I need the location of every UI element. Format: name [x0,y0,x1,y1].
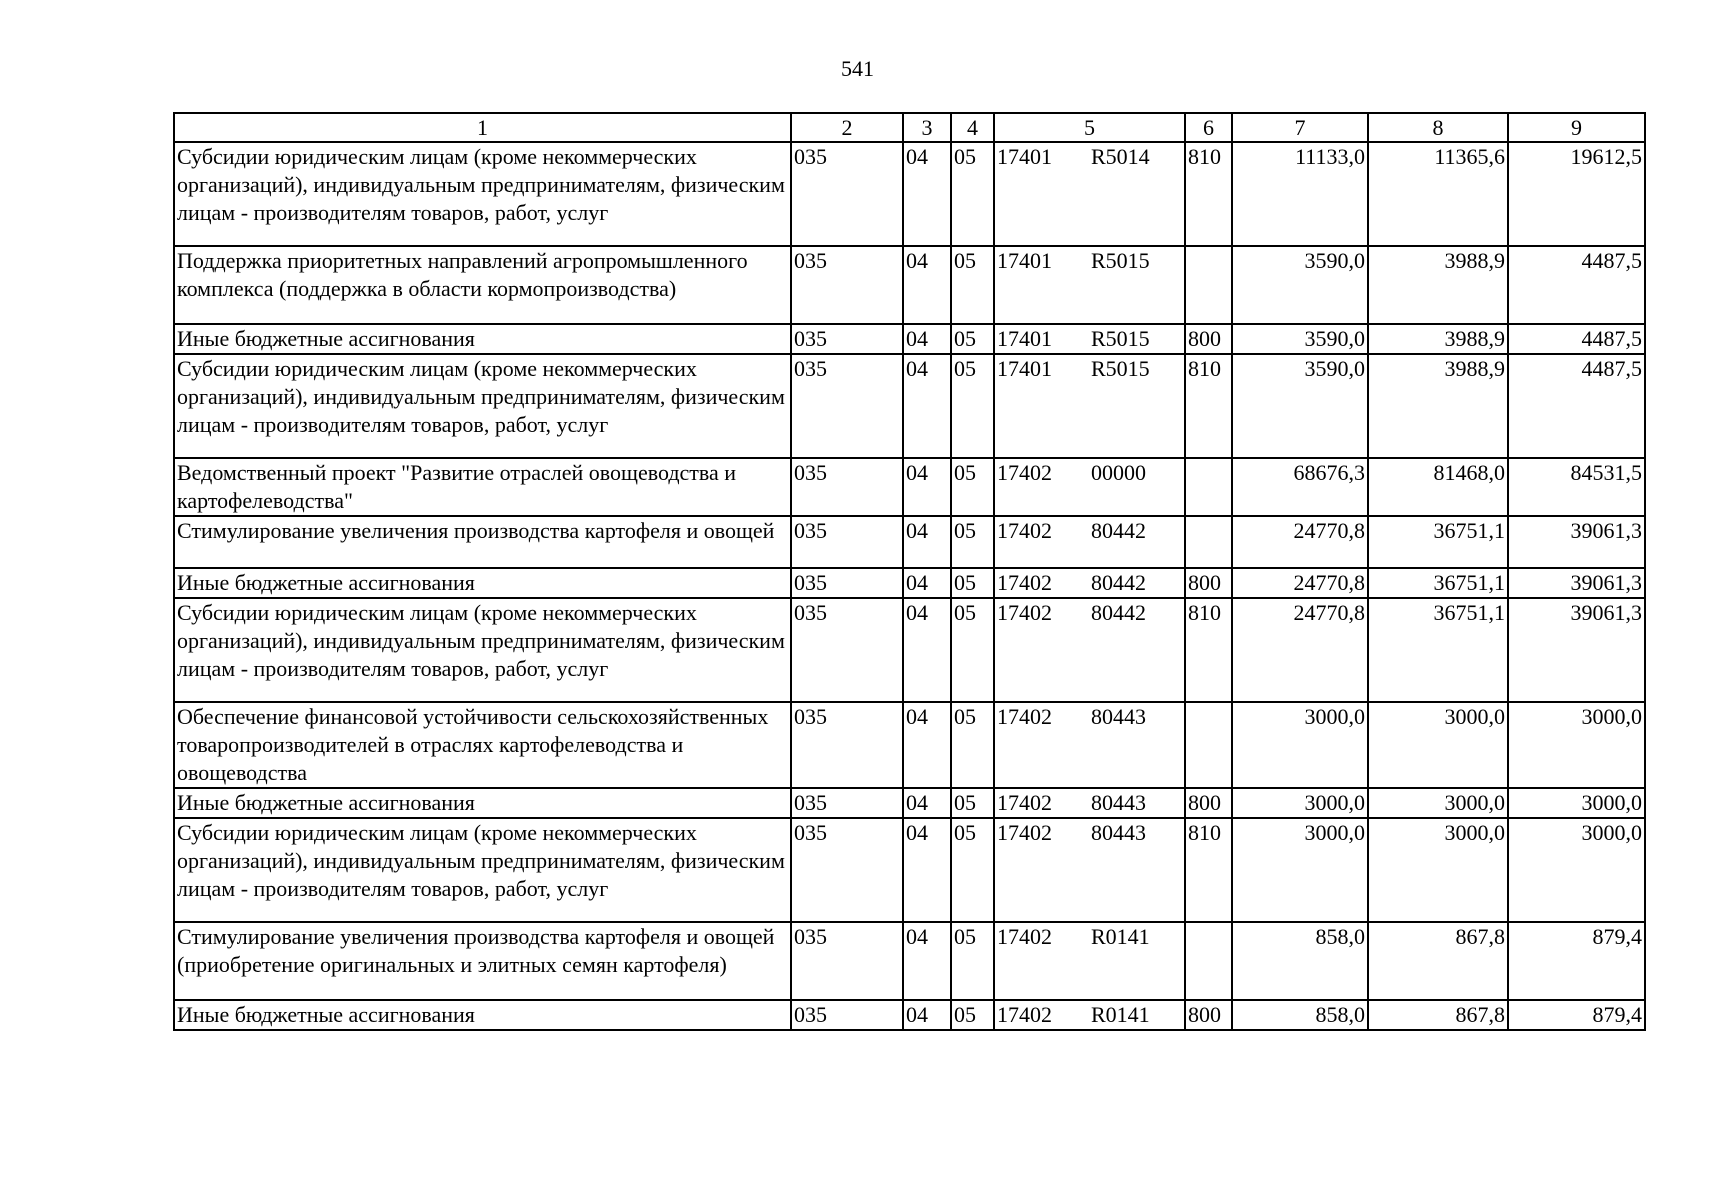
row-section-cell: 04 [903,246,951,324]
row-subsection-cell: 05 [951,598,994,702]
target-article-program-code: 17402 [997,790,1052,815]
target-article-direction-code: R0141 [1091,1002,1150,1027]
header-col-8: 8 [1368,113,1508,142]
row-admin-code-cell: 035 [791,788,903,818]
row-subsection-cell: 05 [951,246,994,324]
target-article-direction-code: R5014 [1091,144,1150,169]
header-col-2: 2 [791,113,903,142]
row-expense-type-cell: 800 [1185,1000,1232,1030]
row-name-cell: Субсидии юридическим лицам (кроме некоммерческих организаций), индивидуальным предпринимателям, физическим лицам - производителям товаров, работ, услуг [174,598,791,702]
target-article-program-code: 17401 [997,248,1052,273]
row-amount-col9-cell: 39061,3 [1508,516,1645,568]
row-admin-code-cell: 035 [791,818,903,922]
header-col-4: 4 [951,113,994,142]
row-subsection-cell: 05 [951,1000,994,1030]
row-amount-col7-cell: 11133,0 [1232,142,1368,246]
table-row [174,246,1645,324]
row-amount-col8-cell: 36751,1 [1368,568,1508,598]
row-admin-code-cell: 035 [791,922,903,1000]
row-amount-col7-cell: 3590,0 [1232,324,1368,354]
row-admin-code-cell: 035 [791,354,903,458]
row-target-article-cell [994,142,1185,246]
row-amount-col9-cell: 4487,5 [1508,246,1645,324]
row-amount-col8-cell: 3988,9 [1368,324,1508,354]
row-amount-col8-cell: 3000,0 [1368,702,1508,788]
table-row [174,516,1645,568]
target-article-direction-code: 80442 [1091,600,1146,625]
row-amount-col7-cell: 858,0 [1232,1000,1368,1030]
row-expense-type-cell [1185,516,1232,568]
target-article-direction-code: 80443 [1091,820,1146,845]
row-amount-col9-cell: 3000,0 [1508,702,1645,788]
target-article-program-code: 17402 [997,570,1052,595]
header-col-9: 9 [1508,113,1645,142]
table-row [174,568,1645,598]
row-name-cell: Стимулирование увеличения производства картофеля и овощей [174,516,791,568]
table-row [174,702,1645,788]
row-target-article-cell [994,1000,1185,1030]
row-amount-col9-cell: 879,4 [1508,1000,1645,1030]
target-article-direction-code: R5015 [1091,356,1150,381]
row-admin-code-cell: 035 [791,598,903,702]
header-col-5: 5 [994,113,1185,142]
target-article-program-code: 17401 [997,356,1052,381]
row-amount-col9-cell: 4487,5 [1508,324,1645,354]
target-article-program-code: 17402 [997,924,1052,949]
target-article-program-code: 17401 [997,326,1052,351]
target-article-program-code: 17402 [997,704,1052,729]
row-admin-code-cell: 035 [791,458,903,516]
row-section-cell: 04 [903,142,951,246]
row-admin-code-cell: 035 [791,142,903,246]
target-article-direction-code: R0141 [1091,924,1150,949]
row-expense-type-cell [1185,702,1232,788]
table-row [174,788,1645,818]
header-col-3: 3 [903,113,951,142]
table-row [174,354,1645,458]
row-section-cell: 04 [903,1000,951,1030]
row-amount-col7-cell: 3000,0 [1232,818,1368,922]
row-amount-col8-cell: 81468,0 [1368,458,1508,516]
table-row [174,458,1645,516]
target-article-direction-code: R5015 [1091,326,1150,351]
table-row [174,922,1645,1000]
row-amount-col9-cell: 39061,3 [1508,568,1645,598]
row-expense-type-cell: 810 [1185,818,1232,922]
target-article-direction-code: 80443 [1091,704,1146,729]
row-name-cell: Субсидии юридическим лицам (кроме некоммерческих организаций), индивидуальным предпринимателям, физическим лицам - производителям товаров, работ, услуг [174,142,791,246]
row-section-cell: 04 [903,702,951,788]
row-subsection-cell: 05 [951,324,994,354]
row-expense-type-cell: 800 [1185,568,1232,598]
row-amount-col9-cell: 879,4 [1508,922,1645,1000]
row-name-cell: Субсидии юридическим лицам (кроме некоммерческих организаций), индивидуальным предпринимателям, физическим лицам - производителям товаров, работ, услуг [174,818,791,922]
target-article-program-code: 17402 [997,600,1052,625]
row-target-article-cell [994,818,1185,922]
table-body [174,142,1645,1030]
row-subsection-cell: 05 [951,142,994,246]
row-section-cell: 04 [903,354,951,458]
row-amount-col9-cell: 4487,5 [1508,354,1645,458]
row-name-cell: Иные бюджетные ассигнования [174,324,791,354]
row-name-cell: Иные бюджетные ассигнования [174,568,791,598]
row-target-article-cell [994,324,1185,354]
table-row [174,324,1645,354]
table-row [174,818,1645,922]
table-row [174,598,1645,702]
table-row [174,1000,1645,1030]
row-section-cell: 04 [903,568,951,598]
row-subsection-cell: 05 [951,788,994,818]
target-article-direction-code: 80443 [1091,790,1146,815]
row-amount-col8-cell: 867,8 [1368,922,1508,1000]
row-amount-col7-cell: 3000,0 [1232,702,1368,788]
row-name-cell: Субсидии юридическим лицам (кроме некоммерческих организаций), индивидуальным предпринимателям, физическим лицам - производителям товаров, работ, услуг [174,354,791,458]
row-amount-col7-cell: 3000,0 [1232,788,1368,818]
row-name-cell: Поддержка приоритетных направлений агропромышленного комплекса (поддержка в области кормопроизводства) [174,246,791,324]
row-expense-type-cell: 800 [1185,788,1232,818]
row-subsection-cell: 05 [951,458,994,516]
row-section-cell: 04 [903,922,951,1000]
target-article-direction-code: R5015 [1091,248,1150,273]
row-amount-col7-cell: 24770,8 [1232,598,1368,702]
row-target-article-cell [994,598,1185,702]
row-section-cell: 04 [903,788,951,818]
target-article-program-code: 17402 [997,460,1052,485]
row-amount-col9-cell: 39061,3 [1508,598,1645,702]
row-target-article-cell [994,354,1185,458]
row-amount-col9-cell: 3000,0 [1508,818,1645,922]
row-admin-code-cell: 035 [791,324,903,354]
row-subsection-cell: 05 [951,702,994,788]
row-expense-type-cell: 810 [1185,598,1232,702]
row-expense-type-cell [1185,458,1232,516]
row-target-article-cell [994,458,1185,516]
row-amount-col9-cell: 84531,5 [1508,458,1645,516]
row-section-cell: 04 [903,598,951,702]
row-amount-col8-cell: 3000,0 [1368,818,1508,922]
row-target-article-cell [994,516,1185,568]
row-section-cell: 04 [903,324,951,354]
row-name-cell: Ведомственный проект "Развитие отраслей овощеводства и картофелеводства" [174,458,791,516]
row-name-cell: Иные бюджетные ассигнования [174,1000,791,1030]
target-article-program-code: 17402 [997,1002,1052,1027]
row-section-cell: 04 [903,458,951,516]
row-target-article-cell [994,568,1185,598]
row-amount-col8-cell: 36751,1 [1368,516,1508,568]
table-row [174,142,1645,246]
budget-table [173,112,1646,1031]
row-target-article-cell [994,246,1185,324]
target-article-direction-code: 00000 [1091,460,1146,485]
row-subsection-cell: 05 [951,516,994,568]
row-admin-code-cell: 035 [791,516,903,568]
row-amount-col9-cell: 19612,5 [1508,142,1645,246]
row-target-article-cell [994,922,1185,1000]
target-article-program-code: 17402 [997,820,1052,845]
target-article-program-code: 17402 [997,518,1052,543]
row-expense-type-cell: 810 [1185,142,1232,246]
row-section-cell: 04 [903,516,951,568]
row-amount-col8-cell: 3000,0 [1368,788,1508,818]
row-amount-col8-cell: 3988,9 [1368,354,1508,458]
row-expense-type-cell [1185,922,1232,1000]
row-target-article-cell [994,702,1185,788]
row-amount-col7-cell: 68676,3 [1232,458,1368,516]
row-amount-col8-cell: 867,8 [1368,1000,1508,1030]
row-section-cell: 04 [903,818,951,922]
row-name-cell: Иные бюджетные ассигнования [174,788,791,818]
row-expense-type-cell [1185,246,1232,324]
row-amount-col7-cell: 24770,8 [1232,516,1368,568]
row-amount-col8-cell: 36751,1 [1368,598,1508,702]
row-subsection-cell: 05 [951,818,994,922]
row-amount-col7-cell: 3590,0 [1232,354,1368,458]
row-subsection-cell: 05 [951,568,994,598]
row-amount-col8-cell: 3988,9 [1368,246,1508,324]
row-amount-col7-cell: 3590,0 [1232,246,1368,324]
row-amount-col9-cell: 3000,0 [1508,788,1645,818]
page-number: 541 [841,56,874,81]
row-amount-col7-cell: 858,0 [1232,922,1368,1000]
row-expense-type-cell: 810 [1185,354,1232,458]
target-article-direction-code: 80442 [1091,518,1146,543]
header-row [174,113,1645,142]
row-admin-code-cell: 035 [791,246,903,324]
row-subsection-cell: 05 [951,922,994,1000]
row-target-article-cell [994,788,1185,818]
header-col-1: 1 [174,113,791,142]
row-expense-type-cell: 800 [1185,324,1232,354]
target-article-direction-code: 80442 [1091,570,1146,595]
row-subsection-cell: 05 [951,354,994,458]
row-amount-col8-cell: 11365,6 [1368,142,1508,246]
row-amount-col7-cell: 24770,8 [1232,568,1368,598]
header-col-6: 6 [1185,113,1232,142]
row-admin-code-cell: 035 [791,1000,903,1030]
header-col-7: 7 [1232,113,1368,142]
row-name-cell: Обеспечение финансовой устойчивости сельскохозяйственных товаропроизводителей в отраслях картофелеводства и овощеводства [174,702,791,788]
row-admin-code-cell: 035 [791,702,903,788]
row-admin-code-cell: 035 [791,568,903,598]
row-name-cell: Стимулирование увеличения производства картофеля и овощей (приобретение оригинальных и элитных семян картофеля) [174,922,791,1000]
target-article-program-code: 17401 [997,144,1052,169]
